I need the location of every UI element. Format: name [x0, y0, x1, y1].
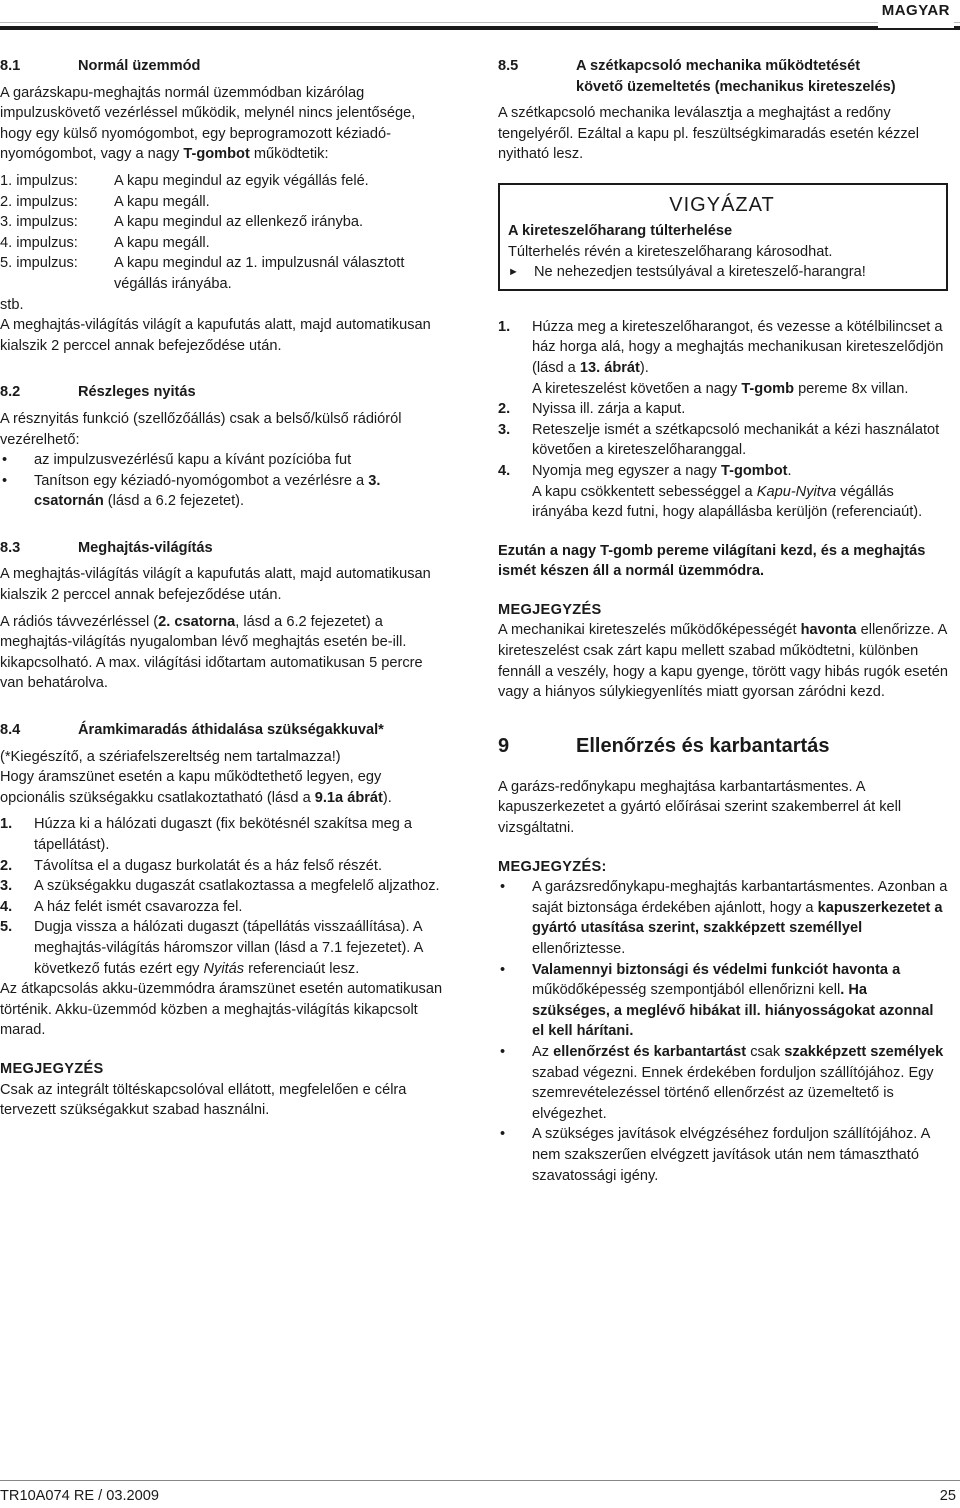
bold-text: T-gomb: [741, 380, 795, 397]
title-line: követő üzemeltetés (mechanikus kireteszelés): [576, 78, 896, 95]
title-line: A szétkapcsoló mechanika működtetését: [576, 58, 861, 74]
text: A kapu csökkentett sebességgel a: [532, 483, 757, 500]
bold-text: 13. ábrát: [579, 359, 640, 376]
step-text: [532, 317, 948, 399]
step-number: 2.: [0, 857, 13, 874]
text: működtetik:: [249, 146, 329, 163]
impulse-row: [0, 233, 446, 254]
paragraph: [0, 612, 446, 694]
text: Hogy áramszünet esetén a kapu működtethető legyen, egy opcionális szükségakku csatlakoztatható (lásd a: [0, 769, 382, 806]
footer-rule: [0, 1480, 960, 1481]
bullet-list: [498, 877, 948, 1186]
step-number: 3.: [0, 878, 13, 895]
bold-text: kapuszerkezetet a gyártó utasítása szerint, szakképzett személlyel: [532, 899, 943, 937]
text: Húzza meg a kireteszelőharangot, és vezesse a kötélbilincset a ház horga alá, hogy a meghajtás mechanikusan kireteszelődjön (lásd a: [532, 318, 944, 376]
text: A garázsredőnykapu-meghajtás karbantartásmentes. Azonban a saját biztonsága érdekében ajánlott, hogy a: [532, 879, 948, 916]
impulse-row: [0, 253, 446, 294]
caution-title: VIGYÁZAT: [669, 193, 775, 216]
impulse-list: [0, 171, 446, 295]
page-number: 25: [939, 1488, 956, 1504]
paragraph: Csak az integrált töltéskapcsolóval ellátott, megfelelően e célra tervezett szükségakkut szabad használni.: [0, 1081, 407, 1119]
text: szabad végezni. Ennek érdekében forduljon szállítójához. Egy szemrevételezéssel történő ellenőrzést az üzemeltető is elvégezhet.: [532, 1064, 934, 1122]
emphasis-paragraph: Ezután a nagy T-gomb pereme világítani kezd, és a meghajtás ismét készen áll a normál üzemmódra.: [498, 542, 926, 580]
paragraph: [0, 767, 446, 808]
section-9-heading: [498, 733, 948, 759]
note-heading: MEGJEGYZÉS: [0, 1060, 104, 1077]
impulse-row: [0, 212, 446, 233]
text: Nyomja meg egyszer a nagy: [532, 462, 721, 479]
paragraph: [498, 620, 948, 702]
text: (lásd a 6.2 fejezetet).: [103, 493, 245, 510]
list-item: • az impulzusvezérlésű kapu a kívánt pozícióba fut: [0, 450, 446, 471]
section-8-5-heading: [498, 56, 948, 97]
step-number: 1.: [0, 816, 13, 833]
bold-text: T-gombot: [721, 462, 788, 479]
bold-text: 9.1a ábrát: [314, 789, 383, 806]
caution-action: [508, 262, 936, 283]
section-8-1-heading: [0, 56, 446, 77]
caution-action-text: Ne nehezedjen testsúlyával a kireteszelő-harangra!: [534, 264, 866, 281]
caution-text: Túlterhelés révén a kireteszelőharang károsodhat.: [508, 243, 833, 260]
step-number: 1.: [498, 318, 511, 335]
section-number: 8.5: [498, 58, 519, 74]
right-column: [498, 56, 948, 1186]
impulse-text: A kapu megáll.: [114, 234, 210, 251]
text: referenciaút lesz.: [244, 960, 360, 977]
section-title: Áramkimaradás áthidalása szükségakkuval*: [78, 722, 384, 739]
step-number: 4.: [498, 462, 511, 479]
step-number: 4.: [0, 898, 13, 915]
header-rule-thin: [0, 22, 960, 23]
impulse-text: A kapu megáll.: [114, 193, 210, 210]
paragraph: A résznyitás funkció (szellőzőállás) csak a belső/külső rádióról vezérelhető:: [0, 410, 402, 448]
caution-box: [498, 183, 948, 291]
text: Tanítson egy kéziadó-nyomógombot a vezérlésre a: [34, 472, 369, 489]
text: csak: [746, 1043, 785, 1060]
step-item: [0, 814, 446, 855]
section-title: Normál üzemmód: [78, 58, 201, 74]
list-item: [498, 1042, 948, 1124]
bullet-list: [0, 450, 446, 512]
list-item: • A szükséges javítások elvégzéséhez forduljon szállítójához. A nem szakszerűen elvégzett javítások után nem támasztható szavatossági igény.: [498, 1124, 948, 1186]
step-list: [0, 814, 446, 979]
paragraph: A garázs-redőnykapu meghajtása karbantartásmentes. A kapuszerkezetet a gyártó előírásai szerint szakemberrel át kell vizsgáltatni.: [498, 778, 902, 837]
text: végállás irányába kezd futni, hogy alapállásba kerüljön (referenciaút).: [532, 483, 923, 521]
step-text: A szükségakku dugaszát csatlakoztassa a megfelelő aljzathoz.: [34, 878, 440, 895]
bold-text: szakképzett személyek: [784, 1043, 944, 1060]
section-title: Meghajtás-világítás: [78, 539, 213, 556]
paragraph: Az átkapcsolás akku-üzemmódra áramszünet esetén automatikusan történik. Akku-üzemmód közben a meghajtás-világítás kikapcsolt marad.: [0, 981, 443, 1039]
text: A rádiós távvezérléssel (: [0, 613, 159, 630]
caution-subtitle: A kireteszelőharang túlterhelése: [508, 222, 733, 239]
section-number: 9: [498, 734, 510, 757]
paragraph: A meghajtás-világítás világít a kapufutás alatt, majd automatikusan kialszik 2 perccel annak befejeződése után.: [0, 566, 431, 604]
text: működőképesség szempontjából ellenőrizni kell: [532, 982, 841, 999]
impulse-label: 3. impulzus:: [0, 214, 78, 231]
impulse-row: [0, 171, 446, 192]
step-item: [0, 856, 446, 877]
note-text: (*Kiegészítő, a szériafelszereltség nem tartalmazza!): [0, 748, 341, 765]
text: ellenőrizze. A kireteszelést csak zárt kapu mellett szabad működtetni, különben fennáll a veszély, hogy a kapu gyenge, törött vagy hibás rugók esetén vagy a hiányos súlykiegyenlítés miatt gyorsan záródni kezd.: [498, 622, 948, 701]
section-title: Részleges nyitás: [78, 384, 196, 401]
step-number: 2.: [498, 401, 511, 418]
text: Az: [532, 1043, 554, 1060]
step-item: [498, 461, 948, 523]
document-id: TR10A074 RE / 03.2009: [0, 1488, 160, 1504]
step-item: [498, 420, 948, 461]
bold-text: T-gombot: [183, 146, 250, 163]
step-item: [498, 399, 948, 420]
step-item: [498, 317, 948, 399]
text: A garázskapu-meghajtás normál üzemmódban kizárólag impulzuskövető vezérléssel működik, melynél nincs jelentősége, hogy egy külső nyomógombot, egy beprogramozott kéziadó-nyomógombot, vagy a nagy: [0, 84, 416, 163]
section-title: [576, 56, 896, 97]
impulse-text: A kapu megindul az ellenkező irányba.: [114, 214, 364, 231]
step-text: [34, 917, 446, 979]
text: ellenőriztesse.: [532, 941, 626, 957]
step-text: Húzza ki a hálózati dugaszt (fix bekötésnél szakítsa meg a tápellátást).: [34, 816, 413, 853]
section-8-4-heading: [0, 720, 446, 741]
step-number: 3.: [498, 421, 511, 438]
impulse-text: A kapu megindul az 1. impulzusnál választott végállás irányába.: [114, 255, 405, 292]
text: ).: [639, 359, 649, 376]
list-item: [498, 960, 948, 1042]
paragraph: A meghajtás-világítás világít a kapufutás alatt, majd automatikusan kialszik 2 perccel annak befejeződése után.: [0, 317, 431, 354]
section-number: 8.1: [0, 58, 21, 74]
section-title: Ellenőrzés és karbantartás: [576, 734, 830, 757]
impulse-label: 4. impulzus:: [0, 234, 78, 251]
bold-text: 3. csatornán: [34, 472, 381, 510]
list-item: [498, 877, 948, 959]
etc-text: stb.: [0, 296, 24, 313]
section-number: 8.3: [0, 539, 21, 556]
step-item: [0, 897, 446, 918]
italic-text: Kapu-Nyitva: [756, 483, 837, 500]
step-text: [532, 461, 948, 523]
note-heading: MEGJEGYZÉS:: [498, 858, 607, 875]
text: A mechanikai kireteszelés működőképességét: [498, 622, 801, 639]
header-rule: [0, 26, 960, 30]
step-text: Távolítsa el a dugasz burkolatát és a ház felső részét.: [34, 857, 383, 874]
section-8-2-heading: [0, 382, 446, 403]
section-number: 8.2: [0, 384, 21, 401]
arrow-right-icon: ►: [508, 266, 519, 279]
bold-text: havonta: [800, 622, 857, 639]
step-list: [498, 317, 948, 523]
language-label: MAGYAR: [878, 0, 954, 28]
list-item: [0, 471, 446, 512]
step-text: Reteszelje ismét a szétkapcsoló mechanikát a kézi használatot követően a kireteszelőharanggal.: [532, 421, 940, 459]
text: pereme 8x villan.: [794, 380, 909, 397]
section-number: 8.4: [0, 722, 21, 739]
italic-text: Nyitás: [203, 960, 245, 977]
impulse-text: A kapu megindul az egyik végállás felé.: [114, 172, 369, 189]
text: A kireteszelést követően a nagy: [532, 380, 742, 397]
paragraph: [0, 83, 446, 165]
step-text: A ház felét ismét csavarozza fel.: [34, 898, 243, 915]
step-number: 5.: [0, 919, 13, 936]
bold-text: 2. csatorna: [158, 613, 236, 630]
text: Dugja vissza a hálózati dugaszt (tápellátás visszaállítása). A meghajtás-világítás háromszor villan (lásd a 7.1 fejezetet). A következő futás ezért egy: [34, 919, 423, 977]
impulse-label: 1. impulzus:: [0, 172, 78, 189]
left-column: [0, 56, 446, 1121]
bold-text: . Ha szükséges, a meglévő hibákat ill. hiányosságokat azonnal el kell hárítani.: [532, 982, 934, 1040]
step-item: [0, 917, 446, 979]
impulse-row: [0, 192, 446, 213]
step-text: Nyissa ill. zárja a kaput.: [532, 401, 686, 418]
text: , lásd a 6.2 fejezetet) a meghajtás-világítás nyugalomban lévő meghajtás esetén be-ill. kikapcsolható. A max. világítási időtartam automatikusan 5 percre van behatárolva.: [0, 613, 423, 692]
impulse-label: 5. impulzus:: [0, 255, 78, 272]
note-heading: MEGJEGYZÉS: [498, 601, 602, 618]
bold-text: Valamennyi biztonsági és védelmi funkciót havonta a: [532, 961, 901, 978]
step-item: [0, 876, 446, 897]
paragraph: A szétkapcsoló mechanika leválasztja a meghajtást a redőny tengelyéről. Ezáltal a kapu pl. feszültségkimaradás esetén kézzel nyitható lesz.: [498, 105, 920, 163]
bold-text: ellenőrzést és karbantartást: [553, 1043, 747, 1060]
text: .: [787, 462, 792, 479]
text: ).: [382, 789, 392, 806]
impulse-label: 2. impulzus:: [0, 193, 78, 210]
section-8-3-heading: [0, 538, 446, 559]
